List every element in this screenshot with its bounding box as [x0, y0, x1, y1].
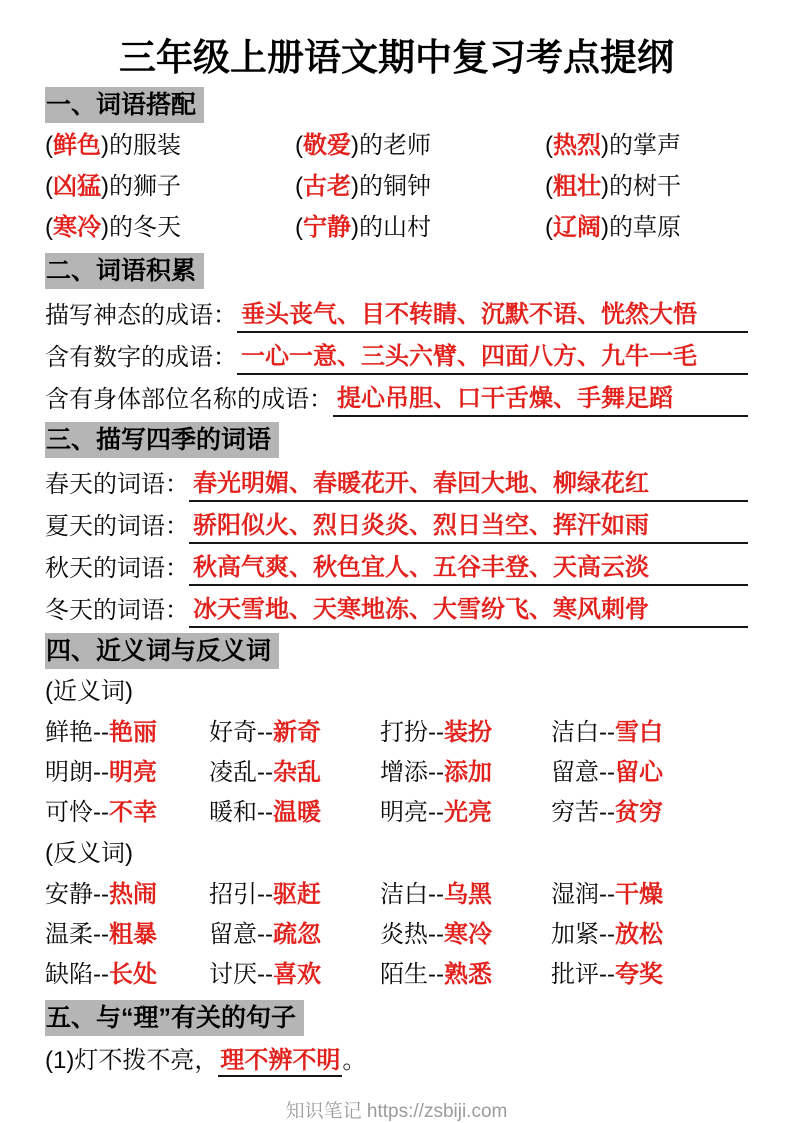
fill-line-underline	[189, 552, 748, 586]
word-match-item	[545, 166, 748, 207]
antonyms-grid	[45, 875, 748, 995]
synonym-pair	[380, 793, 551, 833]
synonym-pair	[209, 713, 380, 753]
match-rest: )的铜钟	[351, 173, 431, 200]
match-answer: 古老	[303, 173, 351, 200]
fill-line	[45, 291, 748, 333]
pair-right: 喜欢	[272, 961, 321, 988]
section-1-header-row	[45, 87, 748, 123]
fill-line	[45, 460, 748, 502]
section-5-header: 五、与“理”有关的句子	[45, 1000, 304, 1036]
fill-line-label: 含有数字的成语：	[45, 344, 237, 371]
match-rest: )的草原	[601, 214, 681, 241]
paren-open: (	[545, 214, 553, 241]
antonym-pair	[45, 955, 209, 995]
fill-line-underline	[189, 594, 748, 628]
pair-right: 长处	[108, 961, 157, 988]
match-answer: 热烈	[553, 132, 601, 159]
pair-left: 明朗--	[45, 759, 109, 786]
match-rest: )的狮子	[101, 173, 181, 200]
synonyms-grid	[45, 713, 748, 833]
synonym-pair	[45, 793, 209, 833]
sentence-suffix: 。	[342, 1047, 367, 1074]
paren-open: (	[45, 214, 53, 241]
antonym-pair	[380, 955, 551, 995]
antonyms-label: (反义词)	[45, 840, 133, 867]
word-match-item	[295, 166, 545, 207]
fill-line-underline	[333, 383, 748, 417]
synonym-pair	[45, 713, 209, 753]
match-answer: 宁静	[303, 214, 351, 241]
pair-left: 炎热--	[380, 921, 444, 948]
fill-line-answer: 秋高气爽、秋色宜人、五谷丰登、天高云淡	[193, 554, 649, 581]
pair-left: 温柔--	[45, 921, 109, 948]
pair-left: 好奇--	[209, 719, 273, 746]
sentence-line	[45, 1040, 748, 1082]
pair-left: 穷苦--	[551, 799, 615, 826]
match-rest: )的服装	[101, 132, 181, 159]
match-answer: 敬爱	[303, 132, 351, 159]
paren-open: (	[295, 214, 303, 241]
pair-left: 留意--	[551, 759, 615, 786]
pair-right: 留心	[614, 759, 663, 786]
synonym-pair	[551, 713, 748, 753]
pair-right: 乌黑	[443, 881, 492, 908]
match-answer: 寒冷	[53, 214, 101, 241]
pair-right: 粗暴	[108, 921, 157, 948]
fill-line-label: 夏天的词语：	[45, 513, 189, 540]
antonym-pair	[209, 875, 380, 915]
pair-right: 装扮	[443, 719, 492, 746]
pair-right: 熟悉	[443, 961, 492, 988]
antonym-pair	[209, 915, 380, 955]
synonym-pair	[209, 753, 380, 793]
word-match-item	[295, 125, 545, 166]
sentence-prefix: (1)灯不拨不亮，	[45, 1047, 219, 1074]
fill-line-answer: 春光明媚、春暖花开、春回大地、柳绿花红	[193, 470, 649, 497]
pair-left: 安静--	[45, 881, 109, 908]
section-5-header-row	[45, 1000, 748, 1036]
fill-line-underline	[189, 468, 748, 502]
page-title: 三年级上册语文期中复习考点提纲	[119, 37, 674, 78]
section-4-header: 四、近义词与反义词	[45, 633, 279, 669]
fill-line-answer: 垂头丧气、目不转睛、沉默不语、恍然大悟	[241, 301, 697, 328]
fill-line-answer: 冰天雪地、天寒地冻、大雪纷飞、寒风刺骨	[193, 596, 649, 623]
pair-right: 杂乱	[272, 759, 321, 786]
pair-right: 放松	[614, 921, 663, 948]
fill-line	[45, 502, 748, 544]
match-answer: 鲜色	[53, 132, 101, 159]
synonyms-label: (近义词)	[45, 678, 133, 705]
pair-left: 洁白--	[380, 881, 444, 908]
pair-right: 驱赶	[272, 881, 321, 908]
pair-left: 讨厌--	[209, 961, 273, 988]
fill-line	[45, 586, 748, 628]
pair-left: 招引--	[209, 881, 273, 908]
word-match-item	[45, 207, 295, 248]
pair-left: 明亮--	[380, 799, 444, 826]
pair-right: 明亮	[108, 759, 157, 786]
pair-left: 缺陷--	[45, 961, 109, 988]
word-match-item	[295, 207, 545, 248]
antonym-pair	[551, 875, 748, 915]
word-match-item	[45, 125, 295, 166]
word-match-item	[45, 166, 295, 207]
antonym-pair	[380, 915, 551, 955]
synonym-pair	[551, 753, 748, 793]
pair-left: 加紧--	[551, 921, 615, 948]
antonym-pair	[209, 955, 380, 995]
pair-left: 打扮--	[380, 719, 444, 746]
fill-line	[45, 375, 748, 417]
fill-line-answer: 骄阳似火、烈日炎炎、烈日当空、挥汗如雨	[193, 512, 649, 539]
pair-right: 温暖	[272, 799, 321, 826]
pair-right: 光亮	[443, 799, 492, 826]
pair-right: 干燥	[614, 881, 663, 908]
section-2-header: 二、词语积累	[45, 253, 204, 289]
pair-right: 添加	[443, 759, 492, 786]
fill-line-answer: 提心吊胆、口干舌燥、手舞足蹈	[337, 385, 673, 412]
antonym-pair	[551, 915, 748, 955]
match-rest: )的树干	[601, 173, 681, 200]
fill-line-label: 含有身体部位名称的成语：	[45, 386, 333, 413]
match-rest: )的冬天	[101, 214, 181, 241]
section-1-header: 一、词语搭配	[45, 87, 204, 123]
paren-open: (	[545, 173, 553, 200]
pair-left: 鲜艳--	[45, 719, 109, 746]
sentence-answer: 理不辨不明	[218, 1047, 342, 1077]
word-match-item	[545, 207, 748, 248]
synonym-pair	[380, 713, 551, 753]
pair-right: 热闹	[108, 881, 157, 908]
synonym-pair	[45, 753, 209, 793]
pair-left: 增添--	[380, 759, 444, 786]
pair-right: 疏忽	[272, 921, 321, 948]
pair-left: 可怜--	[45, 799, 109, 826]
antonym-pair	[380, 875, 551, 915]
pair-right: 雪白	[614, 719, 663, 746]
section-3-header: 三、描写四季的词语	[45, 422, 279, 458]
pair-right: 艳丽	[108, 719, 157, 746]
fill-line-label: 秋天的词语：	[45, 555, 189, 582]
pair-right: 寒冷	[443, 921, 492, 948]
match-rest: )的老师	[351, 132, 431, 159]
antonym-pair	[551, 955, 748, 995]
pair-left: 留意--	[209, 921, 273, 948]
footer-credit: 知识笔记 https://zsbiji.com	[285, 1101, 508, 1122]
match-rest: )的掌声	[601, 132, 681, 159]
fill-line-label: 春天的词语：	[45, 471, 189, 498]
pair-right: 不幸	[108, 799, 157, 826]
fill-line-underline	[237, 341, 748, 375]
antonym-pair	[45, 875, 209, 915]
paren-open: (	[295, 173, 303, 200]
synonym-pair	[551, 793, 748, 833]
pair-left: 凌乱--	[209, 759, 273, 786]
antonym-pair	[45, 915, 209, 955]
section-4-header-row	[45, 633, 748, 669]
section-3-header-row	[45, 422, 748, 458]
match-rest: )的山村	[351, 214, 431, 241]
pair-left: 陌生--	[380, 961, 444, 988]
section-2-header-row	[45, 253, 748, 289]
pair-right: 夸奖	[614, 961, 663, 988]
word-match-grid	[45, 125, 748, 248]
fill-line	[45, 544, 748, 586]
match-answer: 辽阔	[553, 214, 601, 241]
pair-left: 批评--	[551, 961, 615, 988]
synonym-pair	[380, 753, 551, 793]
fill-line-underline	[237, 299, 748, 333]
pair-right: 新奇	[272, 719, 321, 746]
synonym-pair	[209, 793, 380, 833]
fill-line-answer: 一心一意、三头六臂、四面八方、九牛一毛	[241, 343, 697, 370]
pair-left: 湿润--	[551, 881, 615, 908]
paren-open: (	[545, 132, 553, 159]
fill-line-label: 冬天的词语：	[45, 597, 189, 624]
word-match-item	[545, 125, 748, 166]
match-answer: 凶猛	[53, 173, 101, 200]
match-answer: 粗壮	[553, 173, 601, 200]
paren-open: (	[45, 132, 53, 159]
fill-line-underline	[189, 510, 748, 544]
pair-right: 贫穷	[614, 799, 663, 826]
pair-left: 洁白--	[551, 719, 615, 746]
fill-line-label: 描写神态的成语：	[45, 302, 237, 329]
paren-open: (	[295, 132, 303, 159]
paren-open: (	[45, 173, 53, 200]
fill-line	[45, 333, 748, 375]
pair-left: 暖和--	[209, 799, 273, 826]
